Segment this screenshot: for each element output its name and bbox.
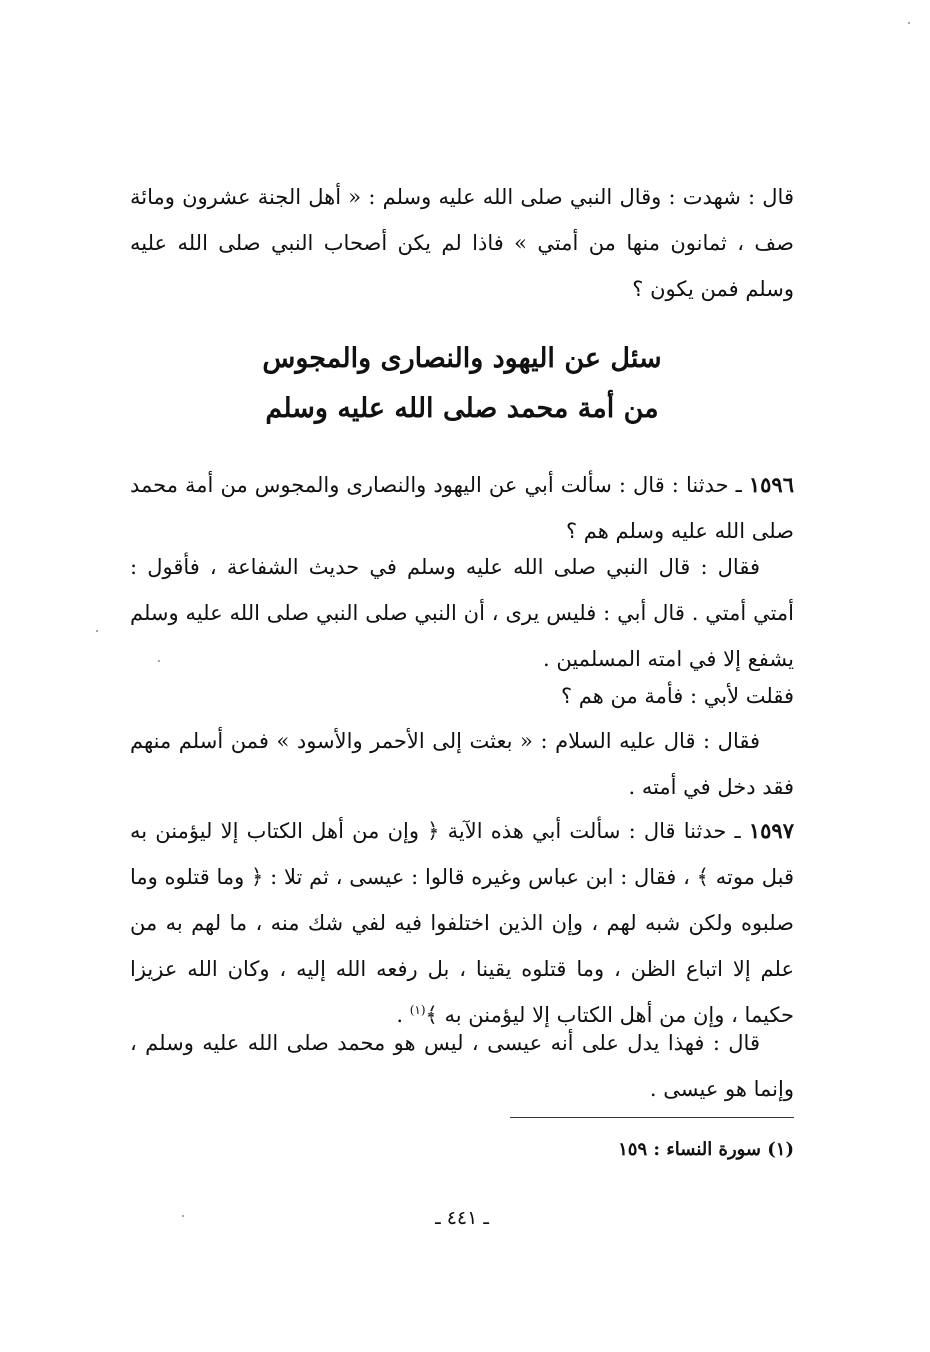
hadith-1597-paragraph <box>130 808 794 1038</box>
scan-speck <box>908 22 910 24</box>
footnote-marker: (١) <box>409 1003 426 1017</box>
scan-speck <box>158 660 160 662</box>
page-number: ـ ٤٤١ ـ <box>435 1207 489 1229</box>
scan-speck <box>182 1215 184 1217</box>
hadith-number-1596: ١٥٩٦ <box>748 472 794 497</box>
footnote-divider <box>510 1117 794 1118</box>
footnote: (١) سورة النساء : ١٥٩ <box>618 1139 794 1160</box>
section-heading-line-2: من أمة محمد صلى الله عليه وسلم <box>265 393 659 424</box>
hadith-1596-final-answer: فقال : قال عليه السلام : « بعثت إلى الأحمر والأسود » فمن أسلم منهم فقد دخل في أمته . <box>130 729 794 799</box>
book-page <box>130 0 794 1352</box>
hadith-1596-answer: فقال : قال النبي صلى الله عليه وسلم في حديث الشفاعة ، فأقول : أمتي أمتي . قال أبي : فليس يرى ، أن النبي صلى النبي صلى الله عليه وسلم يشفع إلا في امته المسلمين . <box>130 555 794 671</box>
hadith-1597-tail: . <box>396 1003 410 1027</box>
hadith-number-1597: ١٥٩٧ <box>748 818 794 843</box>
intro-paragraph: قال : شهدت : وقال النبي صلى الله عليه وسلم : « أهل الجنة عشرون ومائة صف ، ثمانون منها من أمتي » فاذا لم يكن أصحاب النبي صلى الله عليه وسلم فمن يكون ؟ <box>130 185 794 301</box>
section-heading-line-1: سئل عن اليهود والنصارى والمجوس <box>262 343 662 374</box>
hadith-1596-question: فقلت لأبي : فأمة من هم ؟ <box>560 684 794 708</box>
hadith-1596-paragraph <box>130 462 794 554</box>
hadith-1597-conclusion: قال : فهذا يدل على أنه عيسى ، ليس هو محمد صلى الله عليه وسلم ، وإنما هو عيسى . <box>130 1031 794 1101</box>
scan-speck <box>96 630 98 632</box>
hadith-1597-text: ـ حدثنا قال : سألت أبي هذه الآية ﴿ وإن من أهل الكتاب إلا ليؤمنن به قبل موته ﴾ ، فقال : ابن عباس وغيره قالوا : عيسى ، ثم تلا : ﴿ وما قتلوه وما صلبوه ولكن شبه لهم ، وإن الذين اختلفوا فيه لفي شك منه ، ما لهم به من علم إلا اتباع الظن ، وما قتلوه يقينا ، بل رفعه الله إليه ، وكان الله عزيزا حكيما ، وإن من أهل الكتاب إلا ليؤمنن به ﴾ <box>130 819 794 1027</box>
hadith-1596-text: ـ حدثنا : قال : سألت أبي عن اليهود والنصارى والمجوس من أمة محمد صلى الله عليه وسلم هم ؟ <box>130 473 794 543</box>
